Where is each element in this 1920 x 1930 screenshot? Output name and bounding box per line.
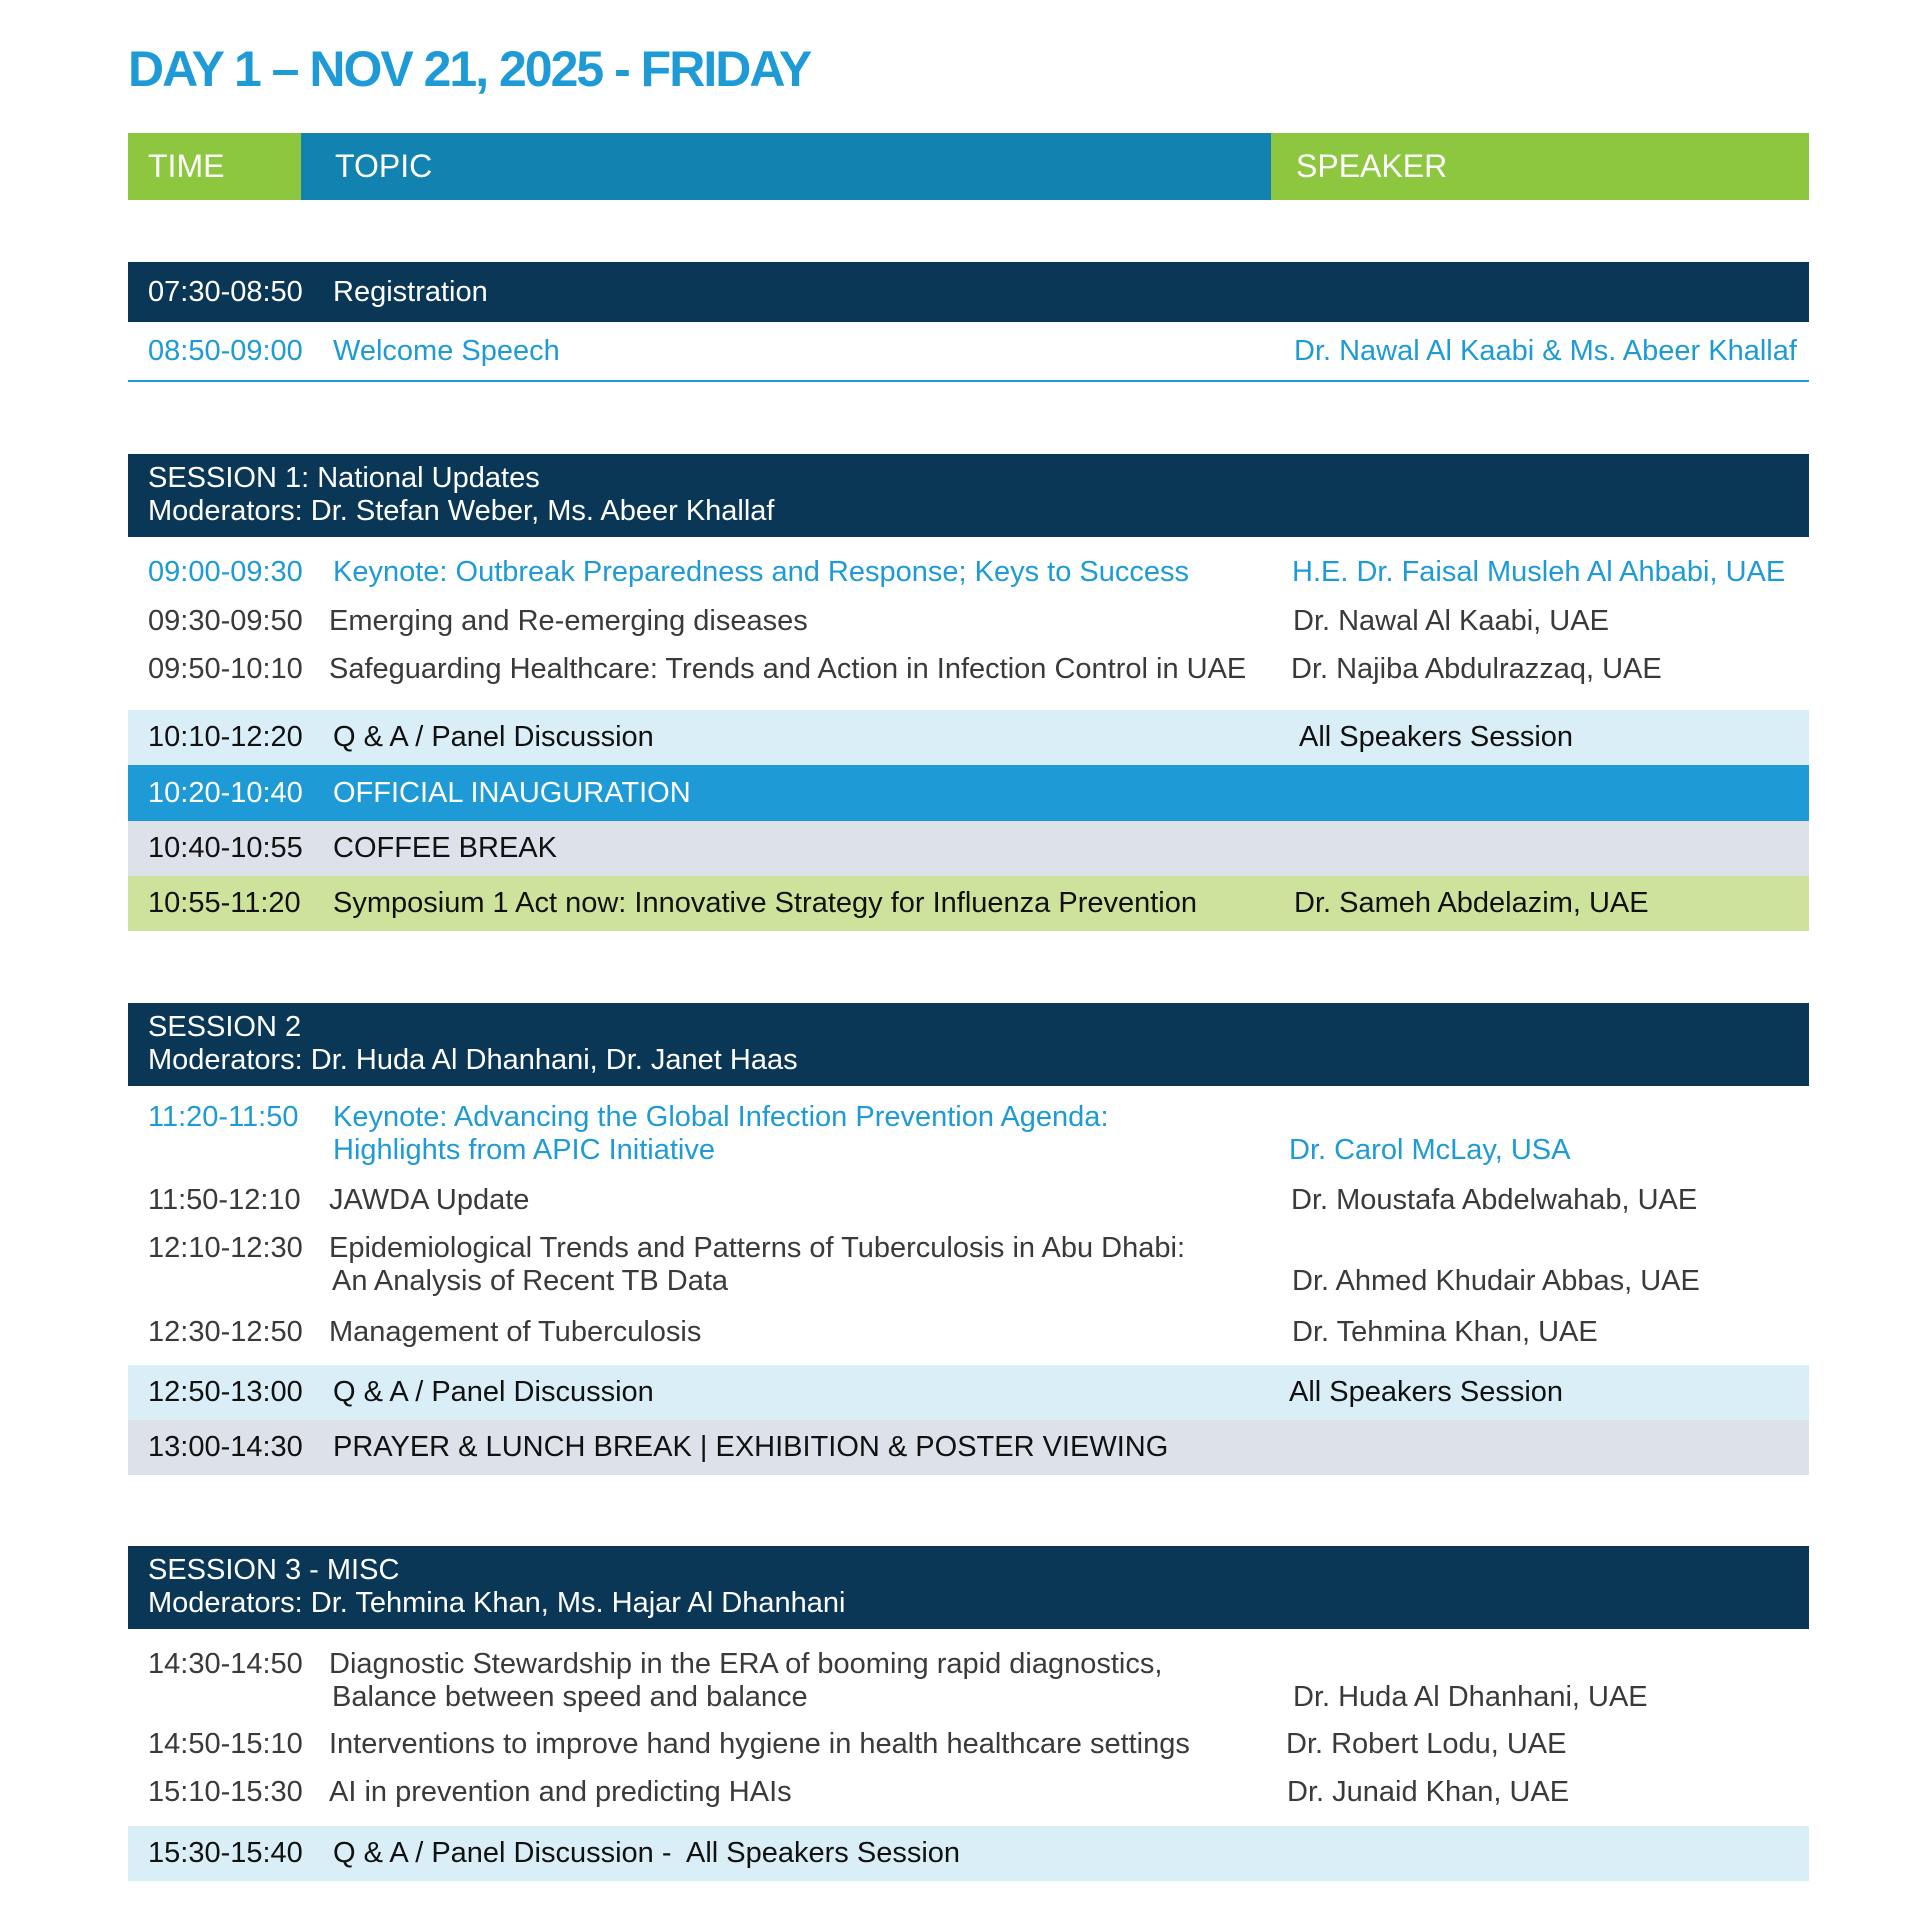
header-topic: TOPIC (301, 133, 1271, 200)
table-row (128, 602, 1809, 640)
table-row (128, 1101, 1809, 1169)
row-topic: Symposium 1 Act now: Innovative Strategy for Influenza Prevention (333, 887, 1198, 919)
row-topic: Emerging and Re-emerging diseases (329, 605, 808, 637)
session-1-header (128, 454, 1809, 537)
table-row (128, 1773, 1809, 1811)
row-speaker: Dr. Tehmina Khan, UAE (1292, 1316, 1598, 1348)
table-row (128, 1181, 1809, 1219)
table-row-registration (128, 262, 1809, 322)
row-time: 15:10-15:30 (148, 1776, 303, 1808)
session-moderators: Moderators: Dr. Tehmina Khan, Ms. Hajar Al Dhanhani (148, 1587, 846, 1619)
session-2-header (128, 1003, 1809, 1086)
row-topic: Welcome Speech (333, 335, 560, 367)
row-speaker: Dr. Ahmed Khudair Abbas, UAE (1292, 1265, 1700, 1297)
row-time: 12:50-13:00 (148, 1376, 303, 1408)
session-title: SESSION 2 (148, 1011, 302, 1043)
row-topic: Q & A / Panel Discussion (333, 1376, 654, 1408)
row-time: 08:50-09:00 (148, 335, 303, 367)
row-topic: Interventions to improve hand hygiene in health healthcare settings (329, 1728, 1190, 1760)
row-speaker: Dr. Junaid Khan, UAE (1287, 1776, 1570, 1808)
session-moderators: Moderators: Dr. Huda Al Dhanhani, Dr. Janet Haas (148, 1044, 798, 1076)
table-row-coffee-break (128, 821, 1809, 876)
row-time: 14:50-15:10 (148, 1728, 303, 1760)
row-speaker: Dr. Moustafa Abdelwahab, UAE (1291, 1184, 1698, 1216)
row-topic-line-1: Epidemiological Trends and Patterns of Tuberculosis in Abu Dhabi: (329, 1232, 1185, 1264)
row-topic-line-2: An Analysis of Recent TB Data (332, 1265, 729, 1297)
row-speaker: Dr. Carol McLay, USA (1289, 1134, 1571, 1166)
row-topic: COFFEE BREAK (333, 832, 557, 864)
table-row (128, 650, 1809, 688)
table-row (128, 553, 1809, 591)
row-time: 14:30-14:50 (148, 1648, 303, 1680)
table-row (128, 1648, 1809, 1716)
row-time: 12:10-12:30 (148, 1232, 303, 1264)
row-speaker: Dr. Robert Lodu, UAE (1286, 1728, 1567, 1760)
header-speaker: SPEAKER (1271, 133, 1809, 200)
row-topic-line-2: Balance between speed and balance (332, 1681, 808, 1713)
table-header (128, 133, 1809, 200)
row-speaker: All Speakers Session (1289, 1376, 1564, 1408)
row-time: 15:30-15:40 (148, 1837, 303, 1869)
row-topic-line-2: Highlights from APIC Initiative (333, 1134, 715, 1166)
row-time: 09:50-10:10 (148, 653, 303, 685)
row-topic-line-1: Diagnostic Stewardship in the ERA of booming rapid diagnostics, (329, 1648, 1163, 1680)
row-topic: Management of Tuberculosis (329, 1316, 702, 1348)
row-topic: Keynote: Outbreak Preparedness and Response; Keys to Success (333, 556, 1189, 588)
row-time: 12:30-12:50 (148, 1316, 303, 1348)
row-topic: OFFICIAL INAUGURATION (333, 777, 691, 809)
table-row-lunch-break (128, 1420, 1809, 1475)
row-time: 11:50-12:10 (148, 1184, 301, 1216)
session-title: SESSION 1: National Updates (148, 462, 540, 494)
table-row-qa (128, 710, 1809, 765)
row-time: 09:00-09:30 (148, 556, 303, 588)
row-speaker: Dr. Sameh Abdelazim, UAE (1294, 887, 1649, 919)
row-topic: Registration (333, 276, 488, 308)
row-topic: AI in prevention and predicting HAIs (329, 1776, 792, 1808)
table-row-qa (128, 1365, 1809, 1420)
row-topic: PRAYER & LUNCH BREAK | EXHIBITION & POSTER VIEWING (333, 1431, 1169, 1463)
session-3-header (128, 1546, 1809, 1629)
row-time: 10:55-11:20 (148, 887, 301, 919)
session-moderators: Moderators: Dr. Stefan Weber, Ms. Abeer Khallaf (148, 495, 775, 527)
table-row-inauguration (128, 765, 1809, 821)
row-time: 13:00-14:30 (148, 1431, 303, 1463)
table-row-welcome (128, 322, 1809, 382)
row-topic: Q & A / Panel Discussion - All Speakers Session (333, 1837, 961, 1869)
row-speaker: Dr. Huda Al Dhanhani, UAE (1293, 1681, 1648, 1713)
table-row-symposium (128, 876, 1809, 931)
row-time: 07:30-08:50 (148, 276, 303, 308)
row-speaker: H.E. Dr. Faisal Musleh Al Ahbabi, UAE (1292, 556, 1786, 588)
table-row-qa (128, 1826, 1809, 1881)
table-row (128, 1232, 1809, 1300)
row-time: 09:30-09:50 (148, 605, 303, 637)
page-title: DAY 1 – NOV 21, 2025 - FRIDAY (128, 41, 811, 97)
row-time: 10:40-10:55 (148, 832, 303, 864)
session-title: SESSION 3 - MISC (148, 1554, 400, 1586)
row-time: 11:20-11:50 (148, 1101, 299, 1133)
row-speaker: All Speakers Session (1299, 721, 1574, 753)
row-topic: Safeguarding Healthcare: Trends and Action in Infection Control in UAE (329, 653, 1247, 685)
row-topic: JAWDA Update (329, 1184, 530, 1216)
row-time: 10:20-10:40 (148, 777, 303, 809)
row-topic-line-1: Keynote: Advancing the Global Infection Prevention Agenda: (333, 1101, 1109, 1133)
table-row (128, 1725, 1809, 1763)
row-time: 10:10-12:20 (148, 721, 303, 753)
header-time: TIME (128, 133, 301, 200)
row-speaker: Dr. Nawal Al Kaabi, UAE (1293, 605, 1609, 637)
row-topic: Q & A / Panel Discussion (333, 721, 654, 753)
row-speaker: Dr. Najiba Abdulrazzaq, UAE (1291, 653, 1662, 685)
table-row (128, 1313, 1809, 1351)
row-speaker: Dr. Nawal Al Kaabi & Ms. Abeer Khallaf (1294, 335, 1797, 367)
